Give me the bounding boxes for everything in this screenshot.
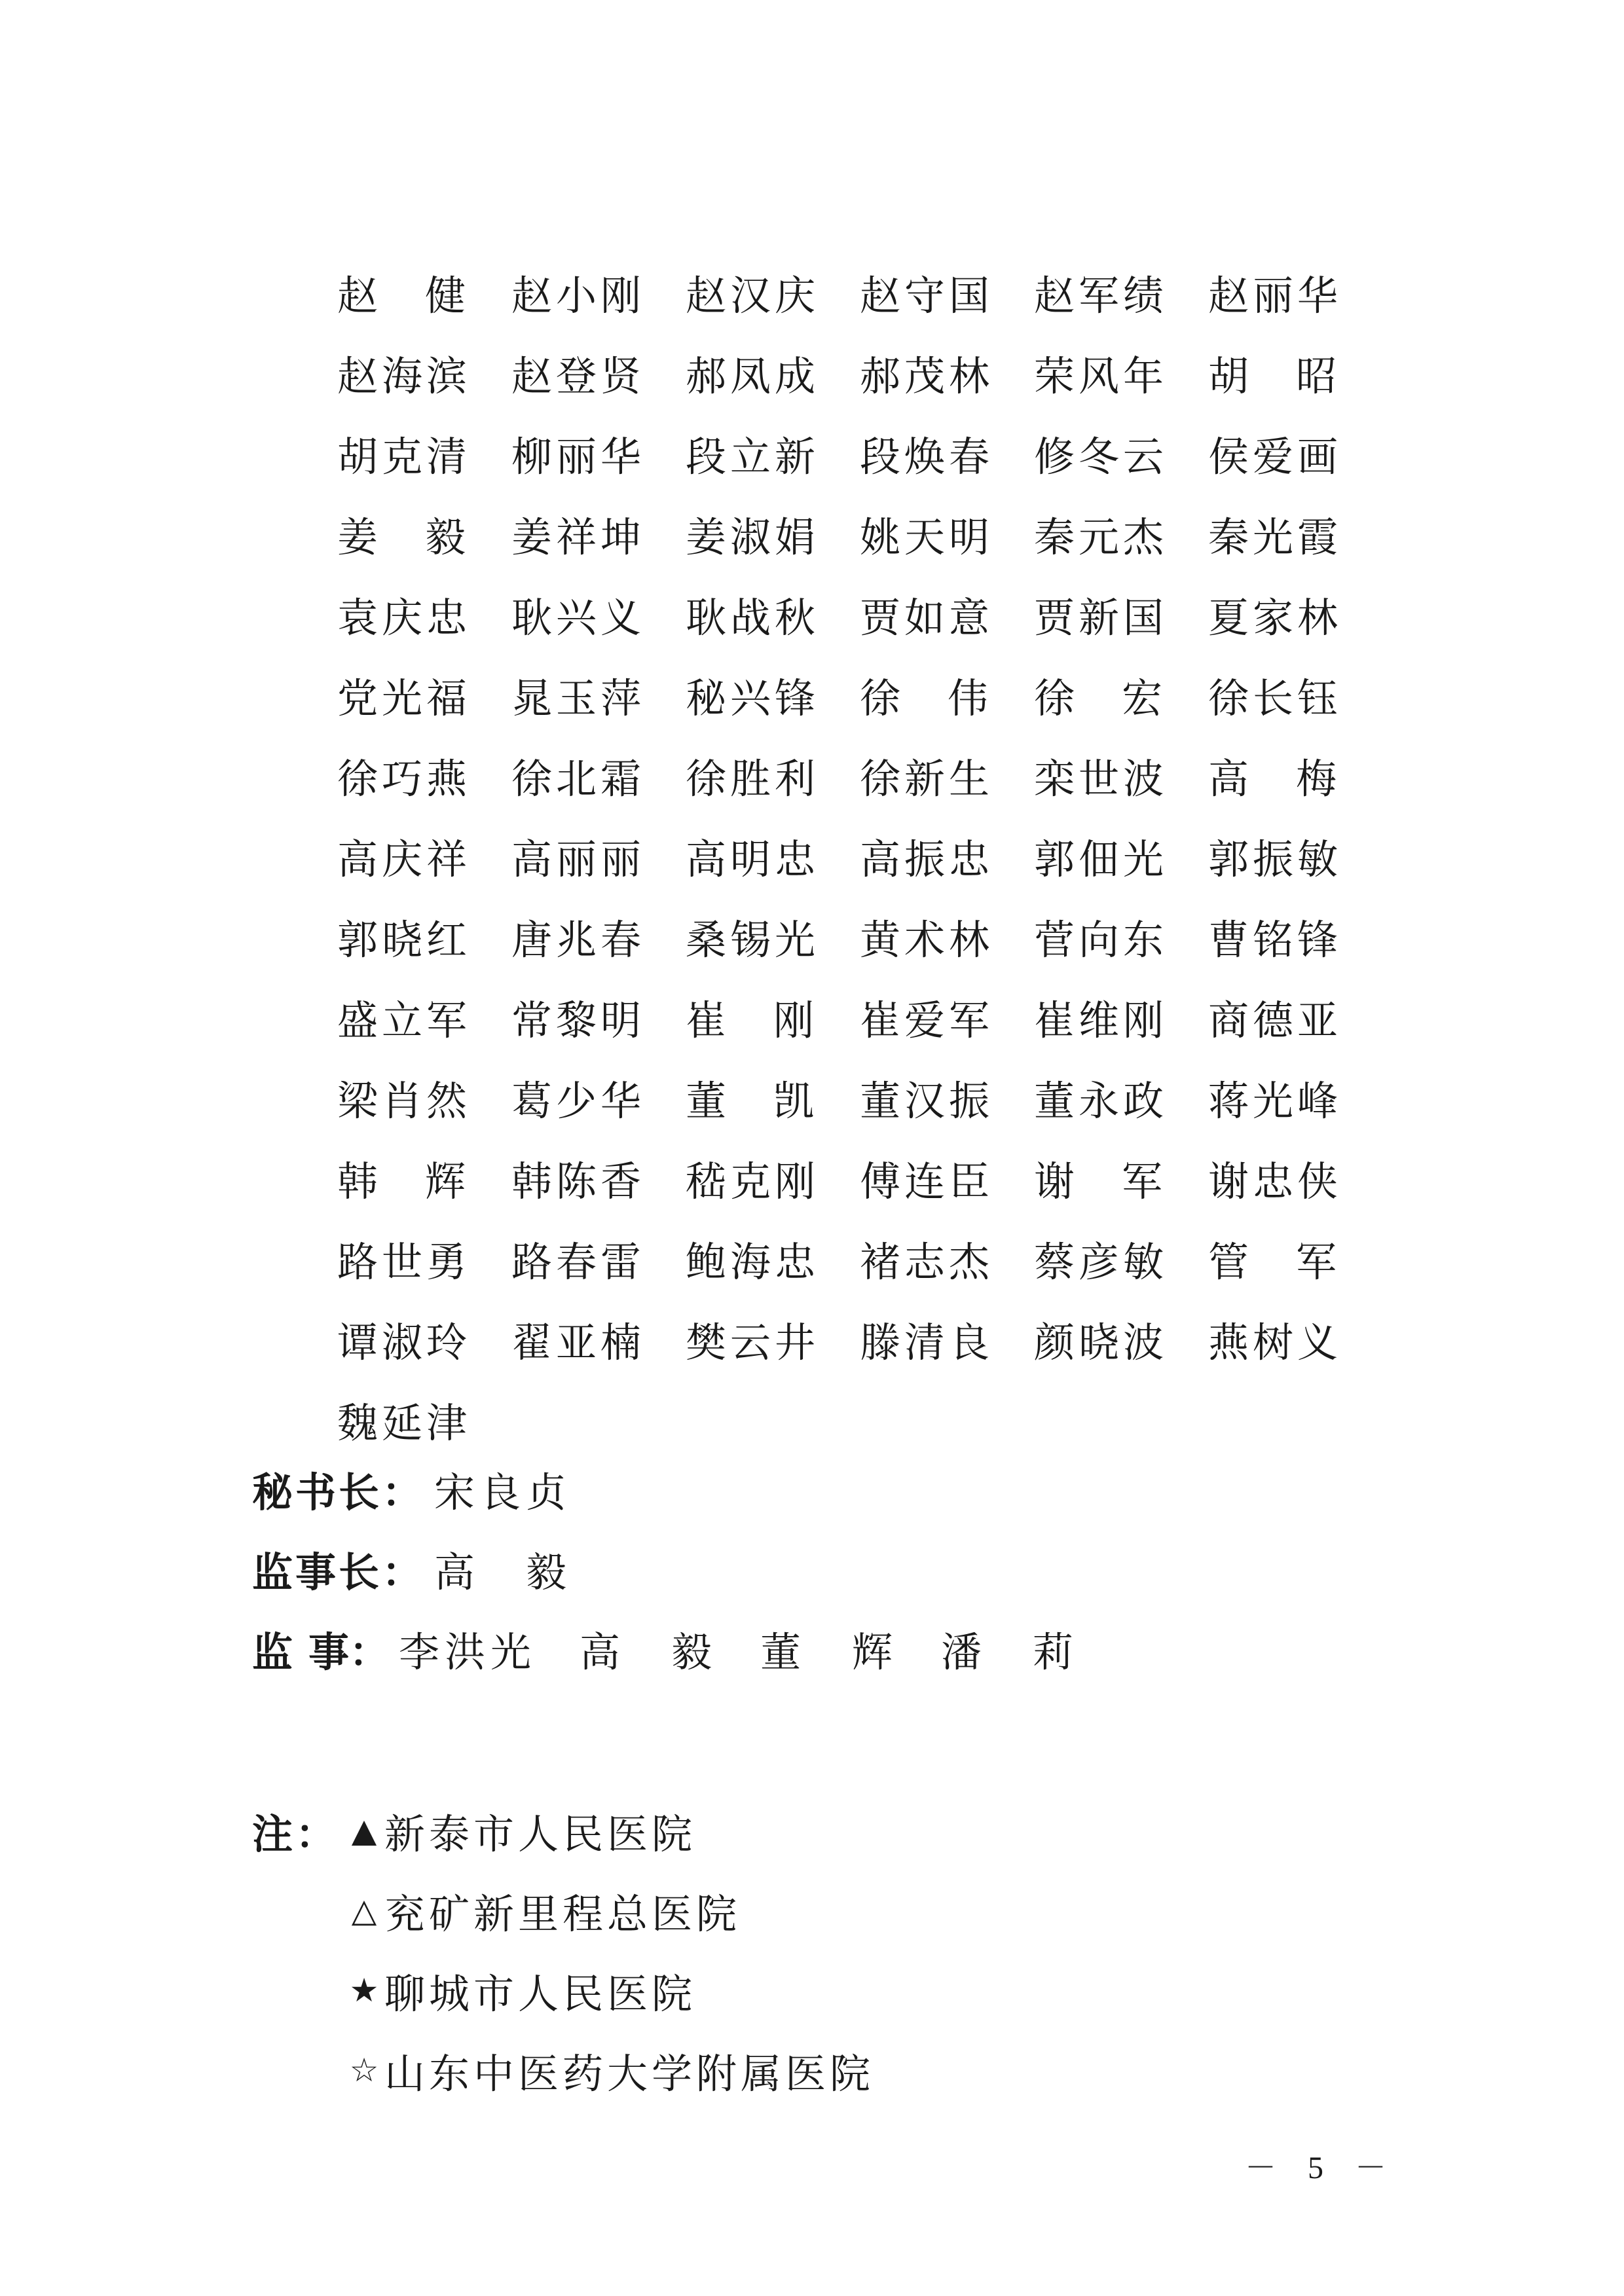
member-name: 高振忠 (860, 835, 994, 883)
notes-section (252, 1791, 874, 2110)
member-name: 高庆祥 (337, 835, 471, 883)
member-name: 胡 昭 (1208, 352, 1337, 400)
member-name: 褚志杰 (860, 1238, 994, 1286)
member-name: 郭晓红 (337, 916, 471, 964)
supervisor-name: 高 毅 (580, 1628, 718, 1676)
member-name: 秦元杰 (1034, 513, 1168, 561)
member-name: 梁肖然 (337, 1077, 471, 1125)
note-hospital-name: 兖矿新里程总医院 (384, 1889, 741, 1938)
member-name: 崔 刚 (686, 996, 814, 1044)
name-row (337, 735, 1398, 816)
member-name: 嵇克刚 (686, 1157, 820, 1205)
member-name: 魏延津 (337, 1399, 471, 1447)
member-name: 赵 健 (337, 272, 466, 319)
secretary-general-label: 秘书长： (252, 1468, 426, 1516)
member-name: 谭淑玲 (337, 1319, 471, 1366)
member-name: 徐新生 (860, 755, 994, 803)
member-name: 谢 军 (1034, 1157, 1162, 1205)
note-item (252, 1791, 874, 1870)
member-name: 姚天明 (860, 513, 994, 561)
member-name: 路世勇 (337, 1238, 471, 1286)
notes-label: 注： (252, 1810, 339, 1858)
member-name: 鲍海忠 (686, 1238, 820, 1286)
note-marker-icon: ☆ (349, 2051, 379, 2089)
member-name: 徐巧燕 (337, 755, 471, 803)
name-row (337, 1138, 1398, 1218)
member-name: 樊云井 (686, 1319, 820, 1366)
note-item (252, 2030, 874, 2110)
member-name: 秘兴锋 (686, 674, 820, 722)
member-name: 段立新 (686, 433, 820, 481)
supervisors-line (252, 1620, 1122, 1678)
member-name: 栾世波 (1034, 755, 1168, 803)
member-name: 赵登贤 (511, 352, 646, 400)
member-name: 赵汉庆 (686, 272, 820, 319)
member-name: 郝凤成 (686, 352, 820, 400)
note-hospital-name: 山东中医药大学附属医院 (384, 2049, 875, 2098)
supervisor-name: 潘 莉 (941, 1628, 1079, 1676)
note-hospital-name: 聊城市人民医院 (384, 1969, 697, 2018)
member-name: 贾新国 (1034, 594, 1168, 642)
member-name: 赵丽华 (1208, 272, 1342, 319)
member-name: 傅连臣 (860, 1157, 994, 1205)
member-name: 菅向东 (1034, 916, 1168, 964)
member-name: 唐兆春 (511, 916, 646, 964)
member-name: 郭振敏 (1208, 835, 1342, 883)
member-name: 徐长钰 (1208, 674, 1342, 722)
member-name: 郝茂林 (860, 352, 994, 400)
member-name: 晁玉萍 (511, 674, 646, 722)
member-name: 高明忠 (686, 835, 820, 883)
member-name: 黄术林 (860, 916, 994, 964)
name-row (337, 655, 1398, 735)
note-marker-icon: △ (351, 1891, 377, 1929)
page-number: － 5 － (1244, 2151, 1398, 2185)
member-name: 郭佃光 (1034, 835, 1168, 883)
name-row (337, 413, 1398, 494)
note-hospital-name: 新泰市人民医院 (384, 1810, 697, 1858)
member-name: 管 军 (1208, 1238, 1337, 1286)
member-name: 夏家林 (1208, 594, 1342, 642)
member-name: 路春雷 (511, 1238, 646, 1286)
member-name: 蒋光峰 (1208, 1077, 1342, 1125)
supervisor-name: 李洪光 (399, 1628, 537, 1676)
name-row (337, 977, 1398, 1057)
name-row (337, 896, 1398, 977)
member-name: 赵小刚 (511, 272, 646, 319)
member-name: 董汉振 (860, 1077, 994, 1125)
member-name: 翟亚楠 (511, 1319, 646, 1366)
member-name: 葛少华 (511, 1077, 646, 1125)
member-name: 姜祥坤 (511, 513, 646, 561)
member-name: 姜 毅 (337, 513, 466, 561)
member-name: 桑锡光 (686, 916, 820, 964)
member-name: 商德亚 (1208, 996, 1342, 1044)
member-name: 侯爱画 (1208, 433, 1342, 481)
member-name: 徐 伟 (860, 674, 988, 722)
note-marker-icon: ▲ (351, 1812, 377, 1850)
name-row (337, 1299, 1398, 1379)
chief-supervisor-name: 高 毅 (434, 1548, 572, 1596)
member-name: 耿战秋 (686, 594, 820, 642)
secretary-general-name: 宋良贞 (434, 1468, 572, 1516)
name-row (337, 1379, 1398, 1460)
member-name: 耿兴义 (511, 594, 646, 642)
member-name: 崔爱军 (860, 996, 994, 1044)
member-name: 赵军绩 (1034, 272, 1168, 319)
member-name: 徐胜利 (686, 755, 820, 803)
member-name: 胡克清 (337, 433, 471, 481)
member-name: 董 凯 (686, 1077, 814, 1125)
member-name: 赵守国 (860, 272, 994, 319)
member-name: 柳丽华 (511, 433, 646, 481)
supervisors-list (399, 1620, 1122, 1678)
secretary-general-line (252, 1460, 572, 1518)
name-row (337, 574, 1398, 655)
chief-supervisor-line (252, 1540, 572, 1598)
member-name: 段焕春 (860, 433, 994, 481)
member-name: 荣风年 (1034, 352, 1168, 400)
member-name: 贾如意 (860, 594, 994, 642)
member-name: 高 梅 (1208, 755, 1337, 803)
name-row (337, 1218, 1398, 1299)
supervisor-name: 董 辉 (760, 1628, 898, 1676)
name-row (337, 816, 1398, 896)
member-name: 姜淑娟 (686, 513, 820, 561)
member-name: 韩陈香 (511, 1157, 646, 1205)
member-name: 高丽丽 (511, 835, 646, 883)
member-name: 徐 宏 (1034, 674, 1162, 722)
name-row (337, 333, 1398, 413)
member-name: 盛立军 (337, 996, 471, 1044)
member-name: 燕树义 (1208, 1319, 1342, 1366)
note-item (252, 1870, 874, 1950)
note-item (252, 1950, 874, 2030)
member-name: 秦光霞 (1208, 513, 1342, 561)
member-name: 董永政 (1034, 1077, 1168, 1125)
name-row (337, 494, 1398, 574)
chief-supervisor-label: 监事长： (252, 1548, 426, 1596)
supervisors-label: 监 事： (252, 1628, 390, 1676)
member-name: 曹铭锋 (1208, 916, 1342, 964)
member-name: 常黎明 (511, 996, 646, 1044)
member-name: 谢忠侠 (1208, 1157, 1342, 1205)
member-name: 颜晓波 (1034, 1319, 1168, 1366)
member-name: 党光福 (337, 674, 471, 722)
member-name: 修冬云 (1034, 433, 1168, 481)
note-marker-icon: ★ (349, 1971, 379, 2009)
member-name-grid (337, 252, 1398, 1460)
member-name: 赵海滨 (337, 352, 471, 400)
member-name: 蔡彦敏 (1034, 1238, 1168, 1286)
member-name: 韩 辉 (337, 1157, 466, 1205)
name-row (337, 252, 1398, 333)
member-name: 滕清良 (860, 1319, 994, 1366)
name-row (337, 1057, 1398, 1138)
member-name: 袁庆忠 (337, 594, 471, 642)
member-name: 徐北霜 (511, 755, 646, 803)
member-name: 崔维刚 (1034, 996, 1168, 1044)
